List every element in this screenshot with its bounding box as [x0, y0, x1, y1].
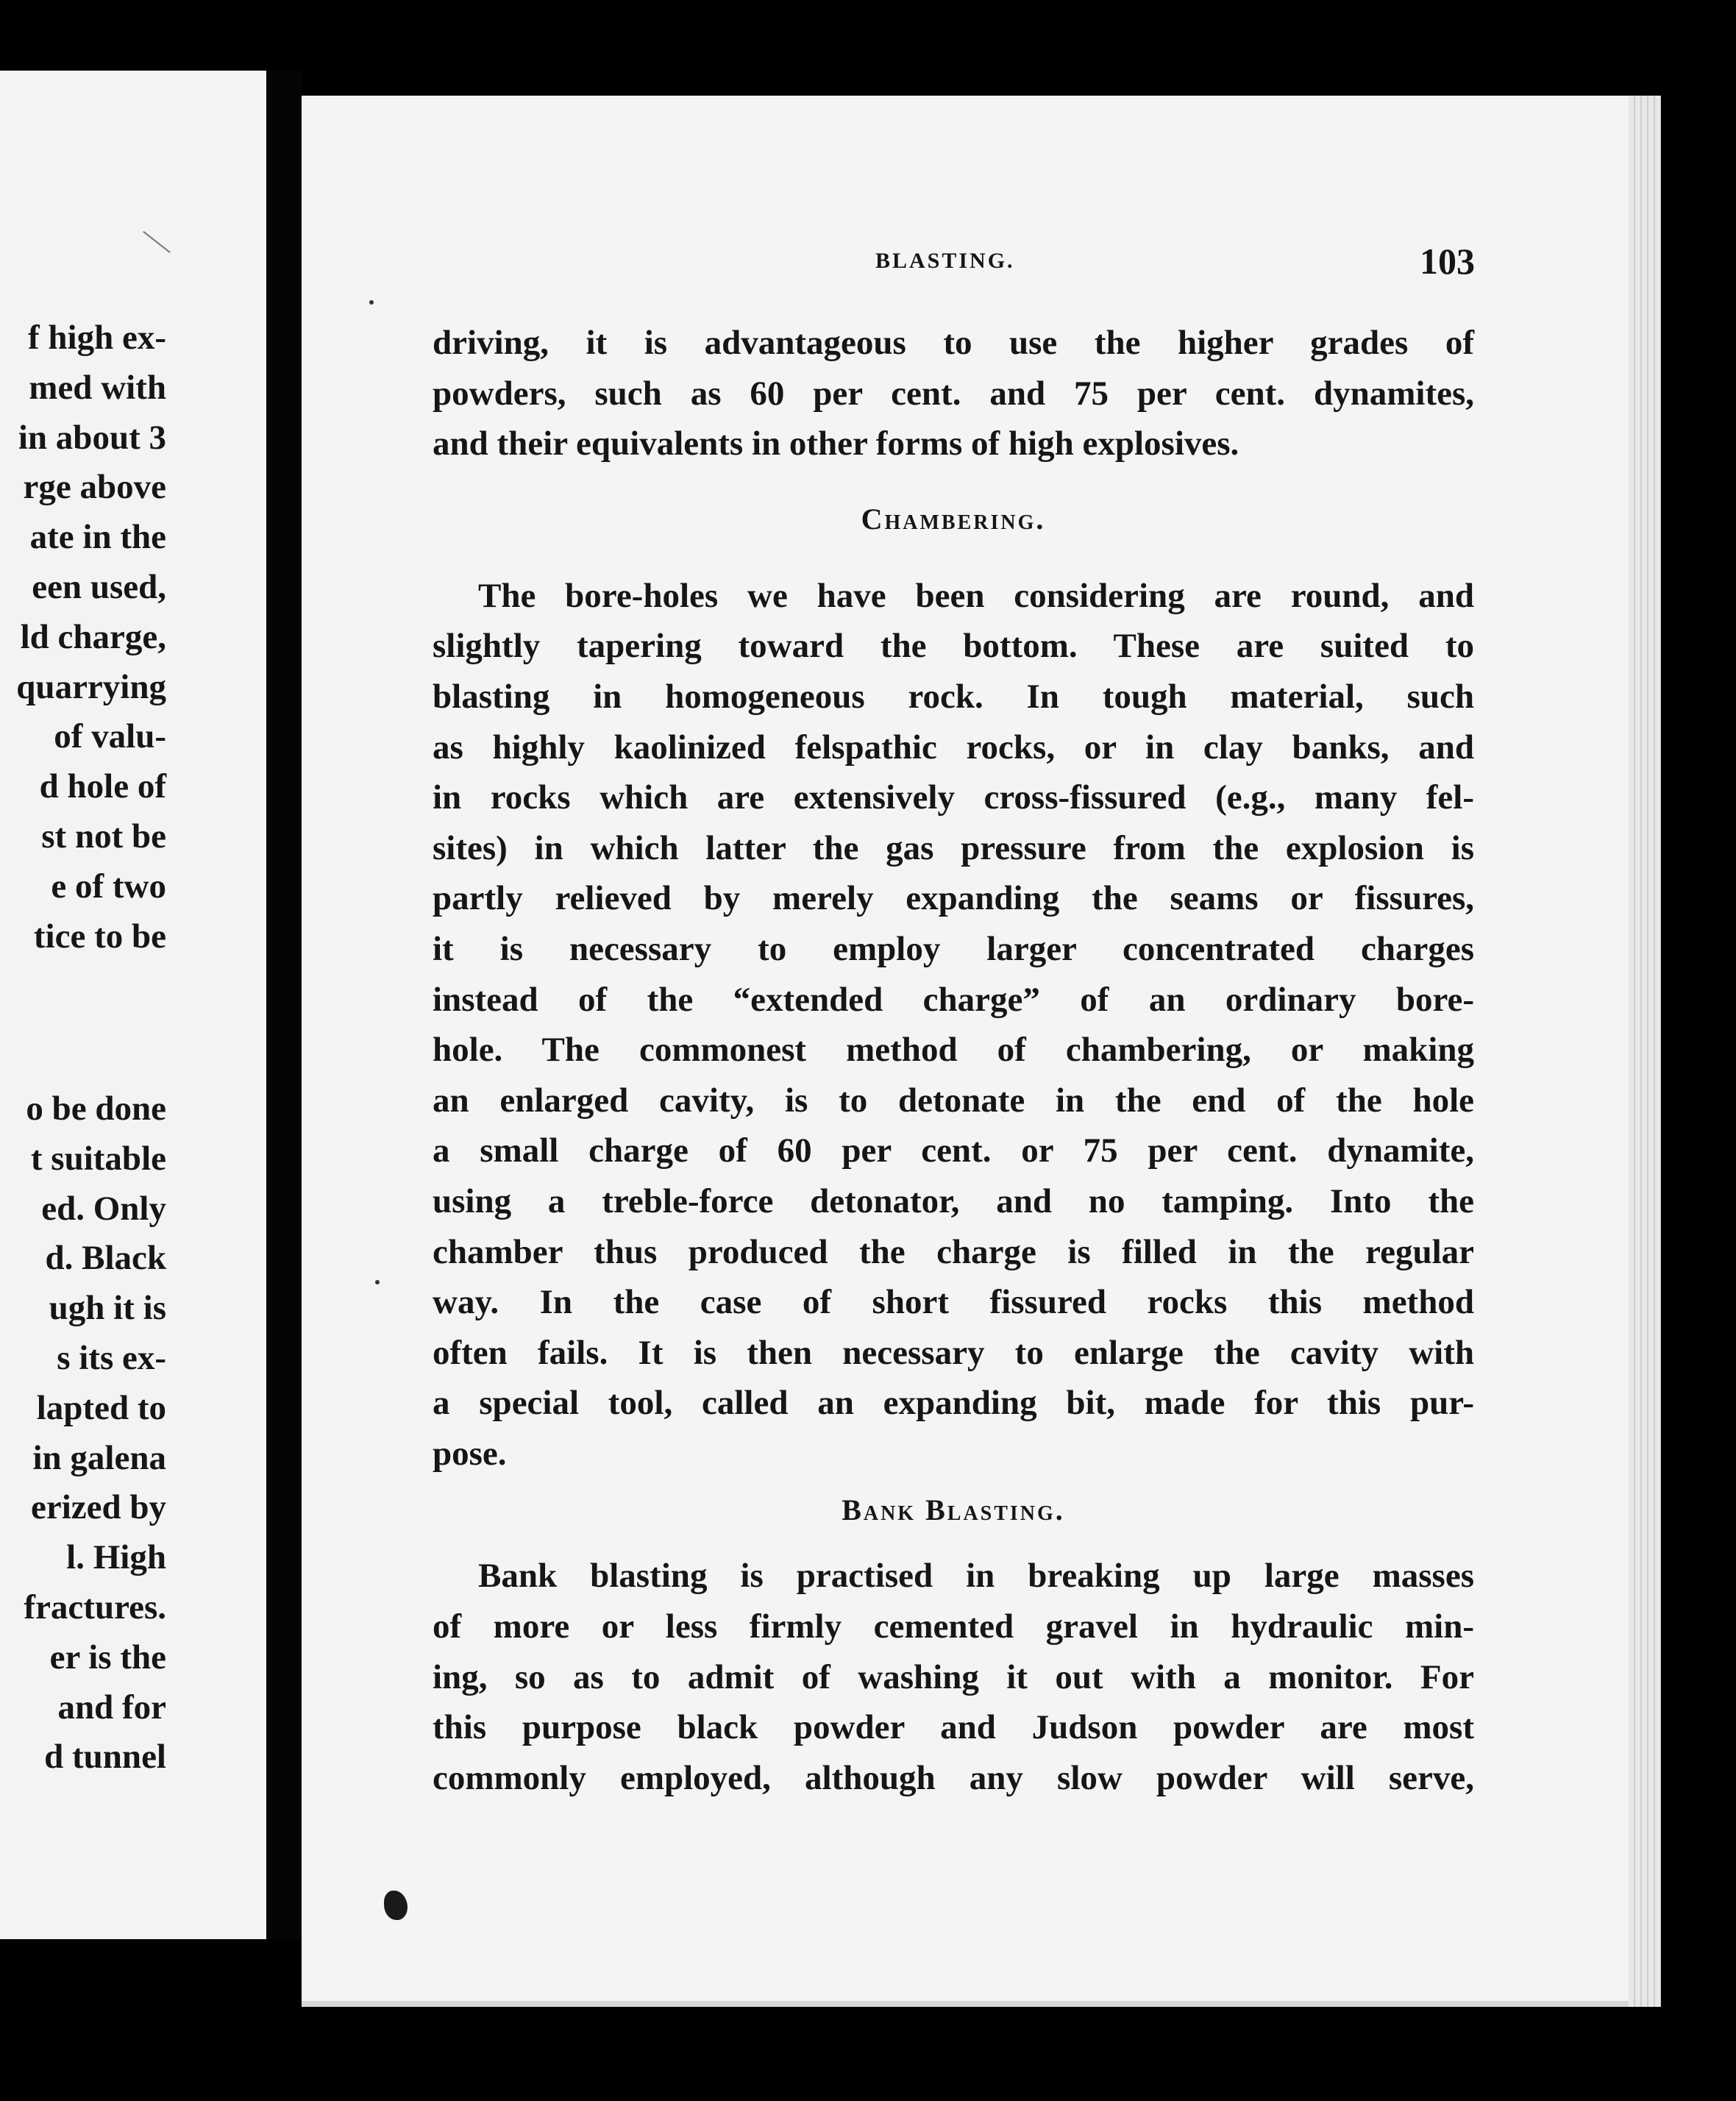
stray-mark — [143, 231, 170, 253]
left-line: in about 3 — [18, 418, 166, 457]
running-head-title: BLASTING. — [875, 249, 1015, 273]
text-line: pose. — [433, 1434, 507, 1473]
text-line: using a treble-force detonator, and no tamping. Into the — [433, 1181, 1474, 1220]
text-line: slightly tapering toward the bottom. These are suited to — [433, 627, 1474, 666]
page-edge — [1629, 96, 1661, 2007]
text-line: chamber thus produced the charge is filled in the regular — [433, 1232, 1474, 1271]
text-line: an enlarged cavity, is to detonate in the end of the hole — [433, 1081, 1474, 1120]
text-line: ing, so as to admit of washing it out with a monitor. For — [433, 1657, 1474, 1696]
text-line: commonly employed, although any slow powder will serve, — [433, 1758, 1474, 1797]
left-line: st not be — [41, 817, 166, 856]
text-line: a small charge of 60 per cent. or 75 per cent. dynamite, — [433, 1131, 1474, 1170]
left-page-text-bottom — [24, 1084, 166, 1782]
book-spine — [266, 71, 302, 1939]
section-heading-chambering: Chambering. — [861, 502, 1046, 536]
right-page — [302, 96, 1661, 2007]
left-line: d. Black — [45, 1239, 166, 1278]
text-line: this purpose black powder and Judson powder are most — [433, 1708, 1474, 1747]
left-line: t suitable — [30, 1139, 166, 1178]
left-line: o be done — [26, 1089, 166, 1128]
left-line: s its ex- — [57, 1338, 166, 1377]
text-line: instead of the “extended charge” of an ordinary bore- — [433, 980, 1474, 1019]
speck — [375, 1280, 380, 1284]
left-line: d hole of — [39, 767, 166, 806]
text-line: often fails. It is then necessary to enlarge the cavity with — [433, 1333, 1474, 1372]
left-line: med with — [29, 368, 166, 407]
left-line: f high ex- — [28, 319, 166, 357]
left-line: e of two — [51, 867, 166, 906]
section-heading-bank-blasting: Bank Blasting. — [842, 1493, 1065, 1527]
text-line: it is necessary to employ larger concentrated charges — [433, 929, 1474, 968]
left-line: tice to be — [33, 917, 166, 956]
text-line: of more or less firmly cemented gravel in hydraulic min- — [433, 1607, 1474, 1646]
left-page — [0, 71, 268, 1939]
speck — [369, 300, 374, 305]
text-line: partly relieved by merely expanding the seams or fissures, — [433, 879, 1474, 918]
left-page-text-top — [16, 313, 166, 961]
ink-blot — [384, 1891, 408, 1920]
left-line: ld charge, — [20, 617, 166, 656]
left-line: of valu- — [54, 717, 166, 756]
left-line: ugh it is — [49, 1289, 166, 1328]
left-line: een used, — [32, 567, 166, 606]
left-line: ate in the — [29, 518, 166, 557]
text-line: a special tool, called an expanding bit, made for this pur- — [433, 1384, 1474, 1423]
text-line: Bank blasting is practised in breaking up large masses — [478, 1557, 1474, 1596]
left-line: er is the — [49, 1638, 166, 1677]
text-line: hole. The commonest method of chambering, or making — [433, 1031, 1474, 1070]
text-line: powders, such as 60 per cent. and 75 per cent. dynamites, — [433, 374, 1474, 413]
left-line: lapted to — [36, 1388, 166, 1427]
left-line: l. High — [66, 1538, 166, 1577]
left-line: d tunnel — [44, 1738, 166, 1777]
text-line: driving, it is advantageous to use the higher grades of — [433, 324, 1474, 362]
text-line: way. In the case of short fissured rocks this method — [433, 1283, 1474, 1322]
left-line: and for — [57, 1688, 166, 1727]
left-line: ed. Only — [41, 1189, 166, 1228]
text-line: sites) in which latter the gas pressure from the explosion is — [433, 828, 1474, 867]
body-text — [433, 318, 1474, 1803]
text-line: in rocks which are extensively cross-fissured (e.g., many fel- — [433, 778, 1474, 817]
page-number: 103 — [1420, 241, 1475, 282]
text-line: as highly kaolinized felspathic rocks, or in clay banks, and — [433, 728, 1474, 767]
left-line: quarrying — [16, 667, 166, 706]
left-line: erized by — [30, 1488, 166, 1527]
text-line: The bore-holes we have been considering are round, and — [478, 576, 1474, 615]
text-line: blasting in homogeneous rock. In tough material, such — [433, 677, 1474, 716]
left-line: in galena — [32, 1438, 166, 1477]
left-line: rge above — [23, 468, 166, 507]
left-line: fractures. — [24, 1588, 166, 1627]
text-line: and their equivalents in other forms of high explosives. — [433, 424, 1239, 463]
